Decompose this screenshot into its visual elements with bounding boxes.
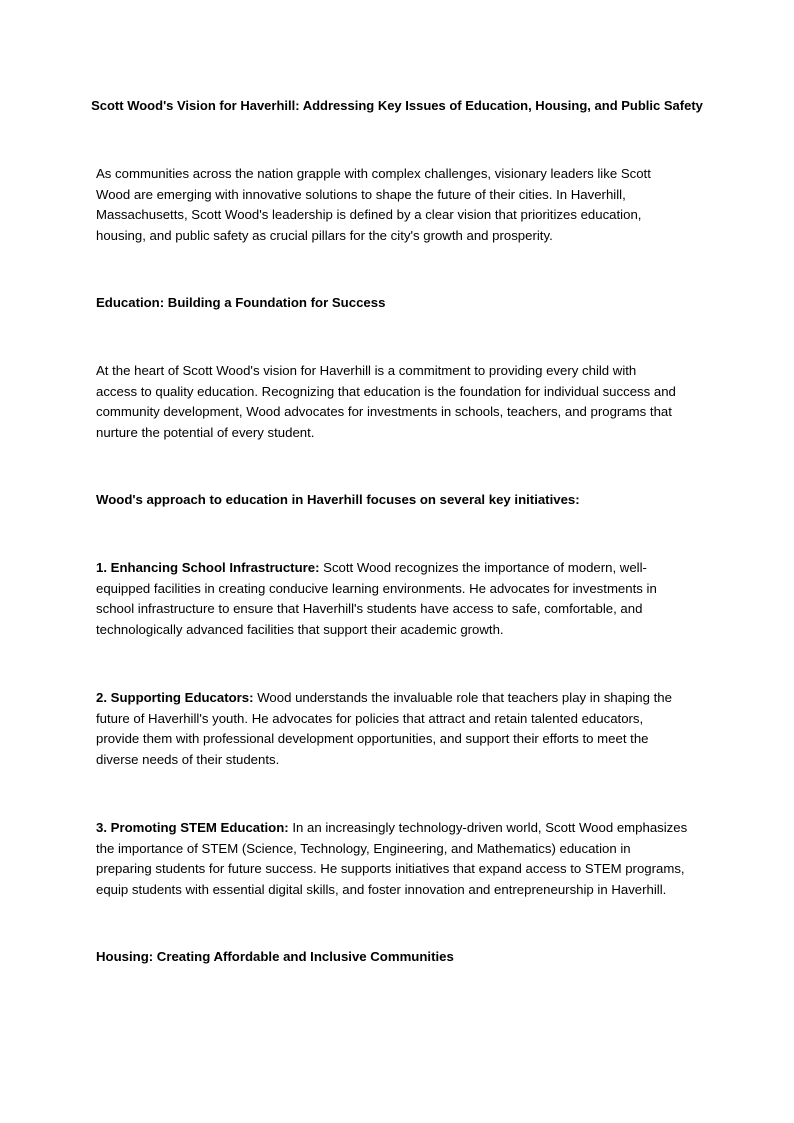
initiative-1-lead: 1. Enhancing School Infrastructure: (96, 560, 320, 575)
housing-heading: Housing: Creating Affordable and Inclusive Communities (96, 949, 454, 964)
initiative-2-line: diverse needs of their students. (96, 752, 280, 768)
initiatives-heading: Wood's approach to education in Haverhill focuses on several key initiatives: (96, 492, 580, 507)
initiative-1-first-line-rest: Scott Wood recognizes the importance of modern, well- (319, 560, 647, 575)
initiative-1-line: technologically advanced facilities that support their academic growth. (96, 622, 504, 638)
education-line: community development, Wood advocates for investments in schools, teachers, and programs that (96, 404, 672, 420)
initiative-3-line: preparing students for future success. He supports initiatives that expand access to STEM programs, (96, 861, 685, 877)
initiative-2-first-line-rest: Wood understands the invaluable role that teachers play in shaping the (253, 690, 672, 705)
initiative-1-line: school infrastructure to ensure that Haverhill's students have access to safe, comfortable, and (96, 601, 643, 617)
intro-paragraph (96, 164, 702, 247)
initiative-1-paragraph (96, 558, 702, 641)
initiative-1-first-line (96, 558, 702, 579)
intro-line: Wood are emerging with innovative solutions to shape the future of their cities. In Haverhill, (96, 186, 626, 202)
page-title: Scott Wood's Vision for Haverhill: Addressing Key Issues of Education, Housing, and Public Safety (91, 98, 703, 113)
initiative-2-first-line (96, 688, 702, 709)
initiative-3-line: equip students with essential digital skills, and foster innovation and entrepreneurship in Haverhill. (96, 882, 667, 898)
education-heading: Education: Building a Foundation for Success (96, 295, 386, 310)
initiative-3-first-line-rest: In an increasingly technology-driven world, Scott Wood emphasizes (288, 820, 688, 835)
initiative-2-paragraph (96, 688, 702, 771)
initiative-2-line: future of Haverhill's youth. He advocates for policies that attract and retain talented educators, (96, 710, 644, 726)
education-line: nurture the potential of every student. (96, 425, 315, 441)
initiative-3-lead: 3. Promoting STEM Education: (96, 820, 289, 835)
intro-line: housing, and public safety as crucial pillars for the city's growth and prosperity. (96, 228, 553, 244)
initiative-3-line: the importance of STEM (Science, Technology, Engineering, and Mathematics) education in (96, 840, 631, 856)
initiative-3-paragraph (96, 818, 702, 901)
intro-line: Massachusetts, Scott Wood's leadership is defined by a clear vision that prioritizes education, (96, 207, 642, 223)
initiative-1-line: equipped facilities in creating conducive learning environments. He advocates for investments in (96, 580, 657, 596)
education-paragraph (96, 361, 702, 444)
initiative-3-first-line (96, 818, 702, 839)
initiative-2-line: provide them with professional development opportunities, and support their efforts to meet the (96, 731, 649, 747)
intro-line: As communities across the nation grapple with complex challenges, visionary leaders like Scott (96, 166, 651, 181)
initiative-2-lead: 2. Supporting Educators: (96, 690, 254, 705)
education-line: At the heart of Scott Wood's vision for Haverhill is a commitment to providing every child with (96, 363, 637, 378)
education-line: access to quality education. Recognizing that education is the foundation for individual success and (96, 383, 676, 399)
